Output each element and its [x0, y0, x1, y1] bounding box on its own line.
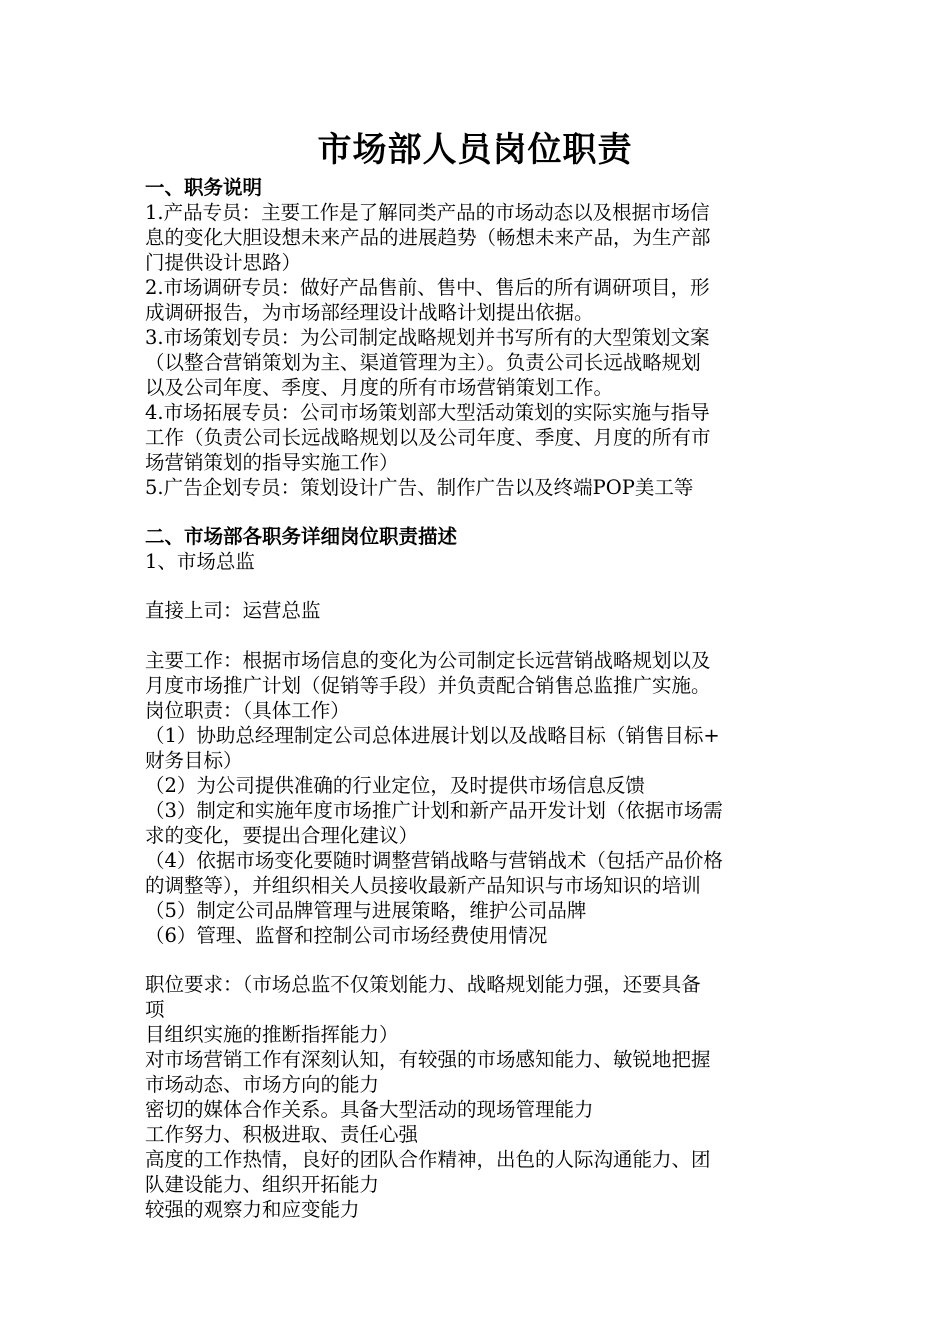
text-line: 岗位职责：（具体工作） [145, 699, 350, 722]
text-line: （2）为公司提供准确的行业定位，及时提供市场信息反馈 [145, 774, 645, 797]
text-line: 市场动态、市场方向的能力 [145, 1073, 380, 1096]
text-line: （1）协助总经理制定公司总体进展计划以及战略目标（销售目标+ [145, 724, 720, 747]
text-line: 息的变化大胆设想未来产品的进展趋势（畅想未来产品，为生产部 [145, 226, 711, 249]
text-line: 3.市场策划专员：为公司制定战略规划并书写所有的大型策划文案 [145, 326, 710, 349]
text-line: 密切的媒体合作关系。具备大型活动的现场管理能力 [145, 1098, 594, 1121]
text-line: 成调研报告，为市场部经理设计战略计划提出依据。 [145, 301, 594, 324]
text-line: （5）制定公司品牌管理与进展策略，维护公司品牌 [145, 899, 587, 922]
text-line: 4.市场拓展专员：公司市场策划部大型活动策划的实际实施与指导 [145, 401, 710, 424]
text-line: 月度市场推广计划（促销等手段）并负责配合销售总监推广实施。 [145, 674, 711, 697]
text-line: 主要工作：根据市场信息的变化为公司制定长远营销战略规划以及 [145, 649, 711, 672]
text-line: 场营销策划的指导实施工作） [145, 451, 399, 474]
text-line: 财务目标） [145, 749, 243, 772]
text-line: 工作（负责公司长远战略规划以及公司年度、季度、月度的所有市 [145, 426, 711, 449]
subheading-marketing-director: 1、市场总监 [145, 550, 255, 573]
text-line: （以整合营销策划为主、渠道管理为主）。负责公司长远战略规划 [145, 351, 701, 374]
text-line: 工作努力、积极进取、责任心强 [145, 1123, 419, 1146]
text-line: （3）制定和实施年度市场推广计划和新产品开发计划（依据市场需 [145, 799, 723, 822]
text-line: 目组织实施的推断指挥能力） [145, 1023, 399, 1046]
text-line: （4）依据市场变化要随时调整营销战略与营销战术（包括产品价格 [145, 849, 723, 872]
text-line: 高度的工作热情，良好的团队合作精神，出色的人际沟通能力、团 [145, 1148, 711, 1171]
text-line: 队建设能力、组织开拓能力 [145, 1173, 380, 1196]
text-line: 2.市场调研专员：做好产品售前、售中、售后的所有调研项目，形 [145, 276, 710, 299]
text-line: 求的变化，要提出合理化建议） [145, 824, 419, 847]
text-line: 门提供设计思路） [145, 251, 302, 274]
text-line: 项 [145, 998, 165, 1021]
text-line: 以及公司年度、季度、月度的所有市场营销策划工作。 [145, 376, 614, 399]
supervisor-line: 直接上司：运营总监 [145, 599, 321, 622]
text-line: 对市场营销工作有深刻认知，有较强的市场感知能力、敏锐地把握 [145, 1048, 711, 1071]
text-line: 的调整等），并组织相关人员接收最新产品知识与市场知识的培训 [145, 874, 701, 897]
text-line: 5.广告企划专员：策划设计广告、制作广告以及终端POP美工等 [145, 476, 694, 499]
text-line: 较强的观察力和应变能力 [145, 1198, 360, 1221]
section-heading-job-description: 一、职务说明 [145, 176, 263, 199]
text-line: 职位要求：（市场总监不仅策划能力、战略规划能力强，还要具备 [145, 973, 701, 996]
section-heading-detailed-duties: 二、市场部各职务详细岗位职责描述 [145, 525, 458, 548]
text-line: 1.产品专员：主要工作是了解同类产品的市场动态以及根据市场信 [145, 201, 710, 224]
document-title: 市场部人员岗位职责 [317, 130, 633, 170]
text-line: （6）管理、监督和控制公司市场经费使用情况 [145, 924, 548, 947]
